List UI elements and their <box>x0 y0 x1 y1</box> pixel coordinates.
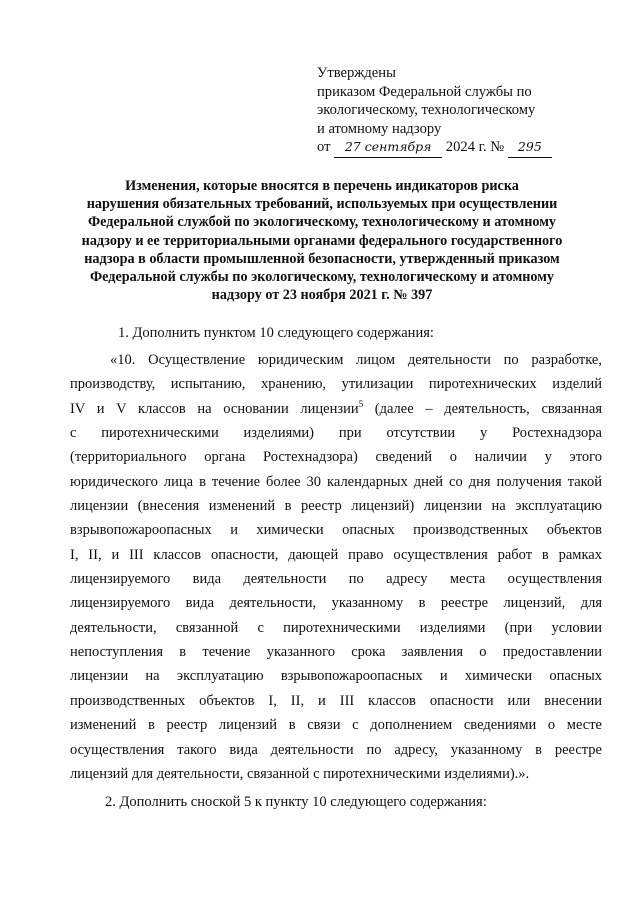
item-1-paragraph: 1. Дополнить пунктом 10 следующего содержания: <box>118 325 434 341</box>
body-line: юридического лица в течение более 30 календарных дней со дня получения такой <box>70 473 602 490</box>
body-line: лицензируемого вида деятельности по адресу места осуществления <box>70 571 602 588</box>
title-line: надзору и ее территориальными органами федерального государственного <box>81 232 563 249</box>
body-line-text: IV и V классов на основании лицензии <box>70 400 359 417</box>
body-line: производству, испытанию, хранению, утилизации пиротехнических изделий <box>70 376 602 393</box>
body-line: изменений в реестр лицензий в связи с дополнением сведениями о месте <box>70 717 602 734</box>
handwritten-date: 27 сентября <box>334 138 442 158</box>
approval-date-line <box>317 138 552 158</box>
approval-line-2: приказом Федеральной службы по <box>317 83 532 100</box>
from-label: от <box>317 139 331 156</box>
body-line-tail: (далее – деятельность, связанная <box>363 400 602 417</box>
document-title <box>60 177 584 304</box>
body-line: взрывопожароопасных и химически опасных производственных объектов <box>70 522 602 539</box>
approval-line-4: и атомному надзору <box>317 120 442 137</box>
body-line: деятельности, связанной с пиротехническими изделиями (при условии <box>70 619 602 636</box>
item-10-text <box>70 348 602 786</box>
year-number-label: 2024 г. № <box>445 139 505 156</box>
body-line: I, II, и III классов опасности, дающей право осуществления работ в рамках <box>70 546 602 563</box>
approval-line-3: экологическому, технологическому <box>317 102 536 119</box>
item-2-paragraph: 2. Дополнить сноской 5 к пункту 10 следующего содержания: <box>105 794 487 810</box>
approval-line-1: Утверждены <box>317 65 396 81</box>
handwritten-number: 295 <box>508 138 552 158</box>
title-line: надзору от 23 ноября 2021 г. № 397 <box>211 287 433 304</box>
approval-stamp <box>317 64 552 158</box>
body-line: (территориального органа Ростехнадзора) сведений о наличии у этого <box>70 449 602 466</box>
title-line: нарушения обязательных требований, используемых при осуществлении <box>86 196 558 213</box>
body-line: «10. Осуществление юридическим лицом деятельности по разработке, <box>110 352 602 368</box>
body-line: лицензии на эксплуатацию взрывопожароопасных и химически опасных <box>70 668 602 685</box>
title-line: Изменения, которые вносятся в перечень индикаторов риска <box>125 178 519 194</box>
title-line: Федеральной службы по экологическому, технологическому и атомному <box>89 269 554 286</box>
footnote-mark: 5 <box>358 398 364 409</box>
body-line: лицензий для деятельности, связанной с пиротехническими изделиями).». <box>70 765 530 782</box>
body-line <box>70 397 602 421</box>
body-line: лицензии (внесения изменений в реестр лицензий) лицензии на эксплуатацию <box>70 498 602 515</box>
title-line: надзора в области промышленной безопасности, утвержденный приказом <box>84 250 560 267</box>
body-line: производственных объектов I, II, и III классов опасности или внесении <box>70 692 602 709</box>
body-line: лицензируемого вида деятельности, указанному в реестре лицензий, для <box>70 595 602 612</box>
body-line: осуществления такого вида деятельности по адресу, указанному в реестре <box>70 741 602 758</box>
body-line: непоступления в течение указанного срока заявления о предоставлении <box>70 644 602 661</box>
title-line: Федеральной службой по экологическому, технологическому и атомному <box>87 214 557 231</box>
body-line: с пиротехническими изделиями) при отсутствии у Ростехнадзора <box>70 425 602 442</box>
